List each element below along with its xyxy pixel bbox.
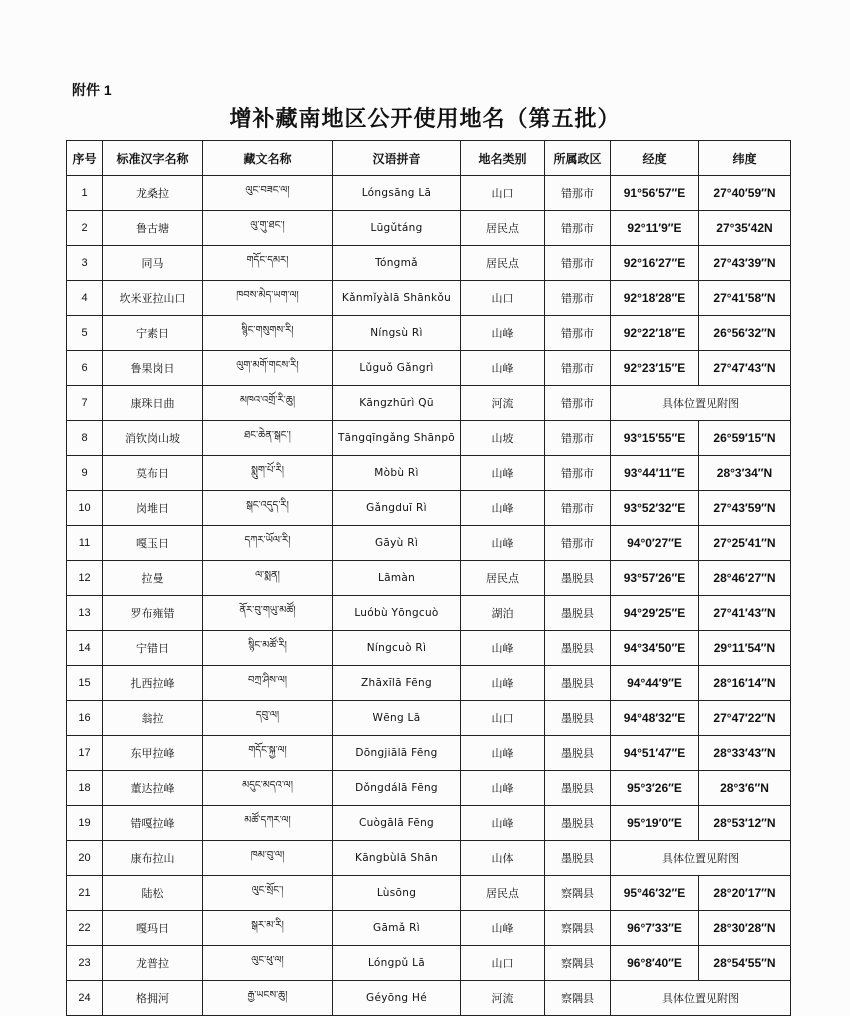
longitude-cell: 95°19′0″E xyxy=(611,806,699,841)
district-cell: 墨脱县 xyxy=(545,596,611,631)
pinyin-cell: Luóbù Yōngcuò xyxy=(333,596,461,631)
category-cell: 山峰 xyxy=(461,491,545,526)
tibetan-name-cell: ལུག་མགོ་གངས་རི། xyxy=(203,351,333,386)
attachment-label: 附件 1 xyxy=(72,82,112,98)
chinese-name-cell: 东甲拉峰 xyxy=(103,736,203,771)
district-cell: 错那市 xyxy=(545,176,611,211)
district-cell: 错那市 xyxy=(545,421,611,456)
chinese-name-cell: 宁错日 xyxy=(103,631,203,666)
category-cell: 山口 xyxy=(461,281,545,316)
latitude-cell: 27°43′39″N xyxy=(699,246,791,281)
number-cell: 19 xyxy=(67,806,103,841)
category-cell: 湖泊 xyxy=(461,596,545,631)
pinyin-cell: Lóngsāng Lā xyxy=(333,176,461,211)
tibetan-name-cell: ཁབས་མེད་ཡག་ལ། xyxy=(203,281,333,316)
table-row xyxy=(67,736,791,771)
number-cell: 6 xyxy=(67,351,103,386)
latitude-cell: 27°25′41″N xyxy=(699,526,791,561)
category-cell: 居民点 xyxy=(461,211,545,246)
longitude-cell: 95°3′26″E xyxy=(611,771,699,806)
tibetan-name-cell: ལ་སྨན། xyxy=(203,561,333,596)
table-row xyxy=(67,456,791,491)
tibetan-name-cell: སྙིང་མཚོ་རི། xyxy=(203,631,333,666)
longitude-cell: 94°44′9″E xyxy=(611,666,699,701)
district-cell: 察隅县 xyxy=(545,911,611,946)
number-cell: 24 xyxy=(67,981,103,1016)
chinese-name-cell: 鲁古塘 xyxy=(103,211,203,246)
category-cell: 山峰 xyxy=(461,631,545,666)
number-cell: 7 xyxy=(67,386,103,421)
col-header-category: 地名类别 xyxy=(461,141,545,176)
tibetan-name-cell: གདོང་དམར། xyxy=(203,246,333,281)
document-title: 增补藏南地区公开使用地名（第五批） xyxy=(229,106,621,132)
latitude-cell: 28°20′17″N xyxy=(699,876,791,911)
category-cell: 山峰 xyxy=(461,526,545,561)
tibetan-name-cell: བཀྲ་ཤིས་ལ། xyxy=(203,666,333,701)
tibetan-name-cell: དབུ་ལ། xyxy=(203,701,333,736)
district-cell: 错那市 xyxy=(545,281,611,316)
table-row xyxy=(67,176,791,211)
longitude-cell: 94°48′32″E xyxy=(611,701,699,736)
district-cell: 错那市 xyxy=(545,386,611,421)
table-row xyxy=(67,561,791,596)
pinyin-cell: Tāngqīngǎng Shānpō xyxy=(333,421,461,456)
latitude-cell: 26°59′15″N xyxy=(699,421,791,456)
col-header-tibetan-name: 藏文名称 xyxy=(203,141,333,176)
location-note-cell: 具体位置见附图 xyxy=(611,386,791,421)
pinyin-cell: Tóngmǎ xyxy=(333,246,461,281)
number-cell: 22 xyxy=(67,911,103,946)
category-cell: 河流 xyxy=(461,386,545,421)
chinese-name-cell: 董达拉峰 xyxy=(103,771,203,806)
longitude-cell: 94°29′25″E xyxy=(611,596,699,631)
category-cell: 山峰 xyxy=(461,771,545,806)
longitude-cell: 94°51′47″E xyxy=(611,736,699,771)
latitude-cell: 27°41′58″N xyxy=(699,281,791,316)
longitude-cell: 94°34′50″E xyxy=(611,631,699,666)
tibetan-name-cell: དཀར་ཡོལ་རི། xyxy=(203,526,333,561)
chinese-name-cell: 格拥河 xyxy=(103,981,203,1016)
pinyin-cell: Mòbù Rì xyxy=(333,456,461,491)
district-cell: 墨脱县 xyxy=(545,666,611,701)
latitude-cell: 27°41′43″N xyxy=(699,596,791,631)
table-row xyxy=(67,316,791,351)
chinese-name-cell: 嘎玉日 xyxy=(103,526,203,561)
number-cell: 13 xyxy=(67,596,103,631)
chinese-name-cell: 宁素日 xyxy=(103,316,203,351)
col-header-district: 所属政区 xyxy=(545,141,611,176)
category-cell: 山口 xyxy=(461,946,545,981)
tibetan-name-cell: སྒར་མ་རི། xyxy=(203,911,333,946)
district-cell: 错那市 xyxy=(545,491,611,526)
latitude-cell: 27°47′43″N xyxy=(699,351,791,386)
chinese-name-cell: 鲁果岗日 xyxy=(103,351,203,386)
latitude-cell: 28°3′34″N xyxy=(699,456,791,491)
district-cell: 墨脱县 xyxy=(545,701,611,736)
category-cell: 山口 xyxy=(461,701,545,736)
category-cell: 山峰 xyxy=(461,316,545,351)
tibetan-name-cell: ལུང་བཟང་ལ། xyxy=(203,176,333,211)
table-header-row xyxy=(67,141,791,176)
chinese-name-cell: 陆松 xyxy=(103,876,203,911)
number-cell: 23 xyxy=(67,946,103,981)
category-cell: 山峰 xyxy=(461,911,545,946)
table-row xyxy=(67,351,791,386)
chinese-name-cell: 龙桑拉 xyxy=(103,176,203,211)
number-cell: 17 xyxy=(67,736,103,771)
longitude-cell: 94°0′27″E xyxy=(611,526,699,561)
category-cell: 河流 xyxy=(461,981,545,1016)
tibetan-name-cell: སྨུག་པོ་རི། xyxy=(203,456,333,491)
longitude-cell: 92°11′9″E xyxy=(611,211,699,246)
number-cell: 21 xyxy=(67,876,103,911)
table-row xyxy=(67,631,791,666)
number-cell: 20 xyxy=(67,841,103,876)
chinese-name-cell: 岗堆日 xyxy=(103,491,203,526)
tibetan-name-cell: ལུང་སྲོང་། xyxy=(203,876,333,911)
latitude-cell: 28°46′27″N xyxy=(699,561,791,596)
district-cell: 错那市 xyxy=(545,246,611,281)
table-row xyxy=(67,246,791,281)
table-row xyxy=(67,911,791,946)
district-cell: 墨脱县 xyxy=(545,561,611,596)
pinyin-cell: Cuògālā Fēng xyxy=(333,806,461,841)
table-row xyxy=(67,946,791,981)
tibetan-name-cell: མདུང་མདའ་ལ། xyxy=(203,771,333,806)
tibetan-name-cell: རྒྱ་ཡངས་ཆུ། xyxy=(203,981,333,1016)
latitude-cell: 29°11′54″N xyxy=(699,631,791,666)
pinyin-cell: Géyōng Hé xyxy=(333,981,461,1016)
table-row xyxy=(67,806,791,841)
table-row xyxy=(67,386,791,421)
chinese-name-cell: 拉曼 xyxy=(103,561,203,596)
latitude-cell: 28°3′6″N xyxy=(699,771,791,806)
district-cell: 错那市 xyxy=(545,526,611,561)
latitude-cell: 27°40′59″N xyxy=(699,176,791,211)
category-cell: 山峰 xyxy=(461,666,545,701)
longitude-cell: 92°16′27″E xyxy=(611,246,699,281)
tibetan-name-cell: ལུང་ཕུ་ལ། xyxy=(203,946,333,981)
table-row xyxy=(67,421,791,456)
number-cell: 10 xyxy=(67,491,103,526)
pinyin-cell: Níngcuò Rì xyxy=(333,631,461,666)
district-cell: 错那市 xyxy=(545,456,611,491)
district-cell: 墨脱县 xyxy=(545,771,611,806)
pinyin-cell: Lǔguǒ Gǎngrì xyxy=(333,351,461,386)
table-row xyxy=(67,596,791,631)
chinese-name-cell: 错嘎拉峰 xyxy=(103,806,203,841)
chinese-name-cell: 康布拉山 xyxy=(103,841,203,876)
chinese-name-cell: 龙普拉 xyxy=(103,946,203,981)
latitude-cell: 28°33′43″N xyxy=(699,736,791,771)
tibetan-name-cell: ཁམ་བུ་ལ། xyxy=(203,841,333,876)
tibetan-name-cell: སྙིང་གསུགས་རི། xyxy=(203,316,333,351)
number-cell: 14 xyxy=(67,631,103,666)
longitude-cell: 93°57′26″E xyxy=(611,561,699,596)
number-cell: 5 xyxy=(67,316,103,351)
table-row xyxy=(67,841,791,876)
tibetan-name-cell: མཚོ་དཀར་ལ། xyxy=(203,806,333,841)
district-cell: 察隅县 xyxy=(545,876,611,911)
longitude-cell: 92°18′28″E xyxy=(611,281,699,316)
category-cell: 居民点 xyxy=(461,561,545,596)
table-row xyxy=(67,526,791,561)
tibetan-name-cell: ནོར་བུ་གཡུ་མཚོ། xyxy=(203,596,333,631)
number-cell: 18 xyxy=(67,771,103,806)
category-cell: 山峰 xyxy=(461,456,545,491)
table-row xyxy=(67,981,791,1016)
longitude-cell: 92°22′18″E xyxy=(611,316,699,351)
chinese-name-cell: 罗布雍错 xyxy=(103,596,203,631)
chinese-name-cell: 同马 xyxy=(103,246,203,281)
number-cell: 12 xyxy=(67,561,103,596)
chinese-name-cell: 翁拉 xyxy=(103,701,203,736)
number-cell: 15 xyxy=(67,666,103,701)
table-row xyxy=(67,491,791,526)
number-cell: 3 xyxy=(67,246,103,281)
table-row xyxy=(67,771,791,806)
category-cell: 居民点 xyxy=(461,246,545,281)
number-cell: 4 xyxy=(67,281,103,316)
longitude-cell: 93°44′11″E xyxy=(611,456,699,491)
chinese-name-cell: 莫布日 xyxy=(103,456,203,491)
chinese-name-cell: 坎米亚拉山口 xyxy=(103,281,203,316)
latitude-cell: 28°53′12″N xyxy=(699,806,791,841)
number-cell: 9 xyxy=(67,456,103,491)
table-row xyxy=(67,876,791,911)
category-cell: 山口 xyxy=(461,176,545,211)
longitude-cell: 93°15′55″E xyxy=(611,421,699,456)
pinyin-cell: Lūgǔtáng xyxy=(333,211,461,246)
pinyin-cell: Gāyù Rì xyxy=(333,526,461,561)
pinyin-cell: Níngsù Rì xyxy=(333,316,461,351)
category-cell: 山峰 xyxy=(461,351,545,386)
pinyin-cell: Wēng Lā xyxy=(333,701,461,736)
district-cell: 察隅县 xyxy=(545,981,611,1016)
category-cell: 山体 xyxy=(461,841,545,876)
table-row xyxy=(67,666,791,701)
longitude-cell: 96°8′40″E xyxy=(611,946,699,981)
tibetan-name-cell: མཁའ་འགྲོ་རི་ཆུ། xyxy=(203,386,333,421)
col-header-number: 序号 xyxy=(67,141,103,176)
pinyin-cell: Dǒngdálā Fēng xyxy=(333,771,461,806)
col-header-chinese-name: 标准汉字名称 xyxy=(103,141,203,176)
pinyin-cell: Zhāxīlā Fēng xyxy=(333,666,461,701)
latitude-cell: 28°16′14″N xyxy=(699,666,791,701)
table-row xyxy=(67,701,791,736)
location-note-cell: 具体位置见附图 xyxy=(611,981,791,1016)
latitude-cell: 28°54′55″N xyxy=(699,946,791,981)
number-cell: 16 xyxy=(67,701,103,736)
longitude-cell: 92°23′15″E xyxy=(611,351,699,386)
pinyin-cell: Lùsōng xyxy=(333,876,461,911)
category-cell: 山峰 xyxy=(461,806,545,841)
district-cell: 错那市 xyxy=(545,316,611,351)
longitude-cell: 95°46′32″E xyxy=(611,876,699,911)
number-cell: 11 xyxy=(67,526,103,561)
category-cell: 山坡 xyxy=(461,421,545,456)
pinyin-cell: Lāmàn xyxy=(333,561,461,596)
pinyin-cell: Dōngjiālā Fēng xyxy=(333,736,461,771)
pinyin-cell: Kāngzhūrì Qū xyxy=(333,386,461,421)
tibetan-name-cell: ཐང་ཆེན་སྒང་། xyxy=(203,421,333,456)
pinyin-cell: Gǎngduī Rì xyxy=(333,491,461,526)
col-header-pinyin: 汉语拼音 xyxy=(333,141,461,176)
place-names-table xyxy=(66,140,791,1016)
col-header-latitude: 纬度 xyxy=(699,141,791,176)
tibetan-name-cell: གདོང་སྐྱ་ལ། xyxy=(203,736,333,771)
district-cell: 错那市 xyxy=(545,351,611,386)
district-cell: 墨脱县 xyxy=(545,806,611,841)
pinyin-cell: Kāngbùlā Shān xyxy=(333,841,461,876)
number-cell: 1 xyxy=(67,176,103,211)
category-cell: 山峰 xyxy=(461,736,545,771)
chinese-name-cell: 扎西拉峰 xyxy=(103,666,203,701)
col-header-longitude: 经度 xyxy=(611,141,699,176)
longitude-cell: 91°56′57″E xyxy=(611,176,699,211)
chinese-name-cell: 消钦岗山坡 xyxy=(103,421,203,456)
pinyin-cell: Kǎnmǐyàlā Shānkǒu xyxy=(333,281,461,316)
longitude-cell: 93°52′32″E xyxy=(611,491,699,526)
location-note-cell: 具体位置见附图 xyxy=(611,841,791,876)
latitude-cell: 27°35′42N xyxy=(699,211,791,246)
chinese-name-cell: 康珠日曲 xyxy=(103,386,203,421)
number-cell: 2 xyxy=(67,211,103,246)
district-cell: 察隅县 xyxy=(545,946,611,981)
tibetan-name-cell: སྒང་འདུད་རི། xyxy=(203,491,333,526)
longitude-cell: 96°7′33″E xyxy=(611,911,699,946)
table-row xyxy=(67,281,791,316)
district-cell: 错那市 xyxy=(545,211,611,246)
number-cell: 8 xyxy=(67,421,103,456)
latitude-cell: 26°56′32″N xyxy=(699,316,791,351)
latitude-cell: 27°43′59″N xyxy=(699,491,791,526)
district-cell: 墨脱县 xyxy=(545,736,611,771)
category-cell: 居民点 xyxy=(461,876,545,911)
tibetan-name-cell: ལུ་གུ་ཐང་། xyxy=(203,211,333,246)
district-cell: 墨脱县 xyxy=(545,631,611,666)
pinyin-cell: Lóngpǔ Lā xyxy=(333,946,461,981)
latitude-cell: 27°47′22″N xyxy=(699,701,791,736)
latitude-cell: 28°30′28″N xyxy=(699,911,791,946)
pinyin-cell: Gāmǎ Rì xyxy=(333,911,461,946)
district-cell: 墨脱县 xyxy=(545,841,611,876)
table-row xyxy=(67,211,791,246)
chinese-name-cell: 嘎玛日 xyxy=(103,911,203,946)
